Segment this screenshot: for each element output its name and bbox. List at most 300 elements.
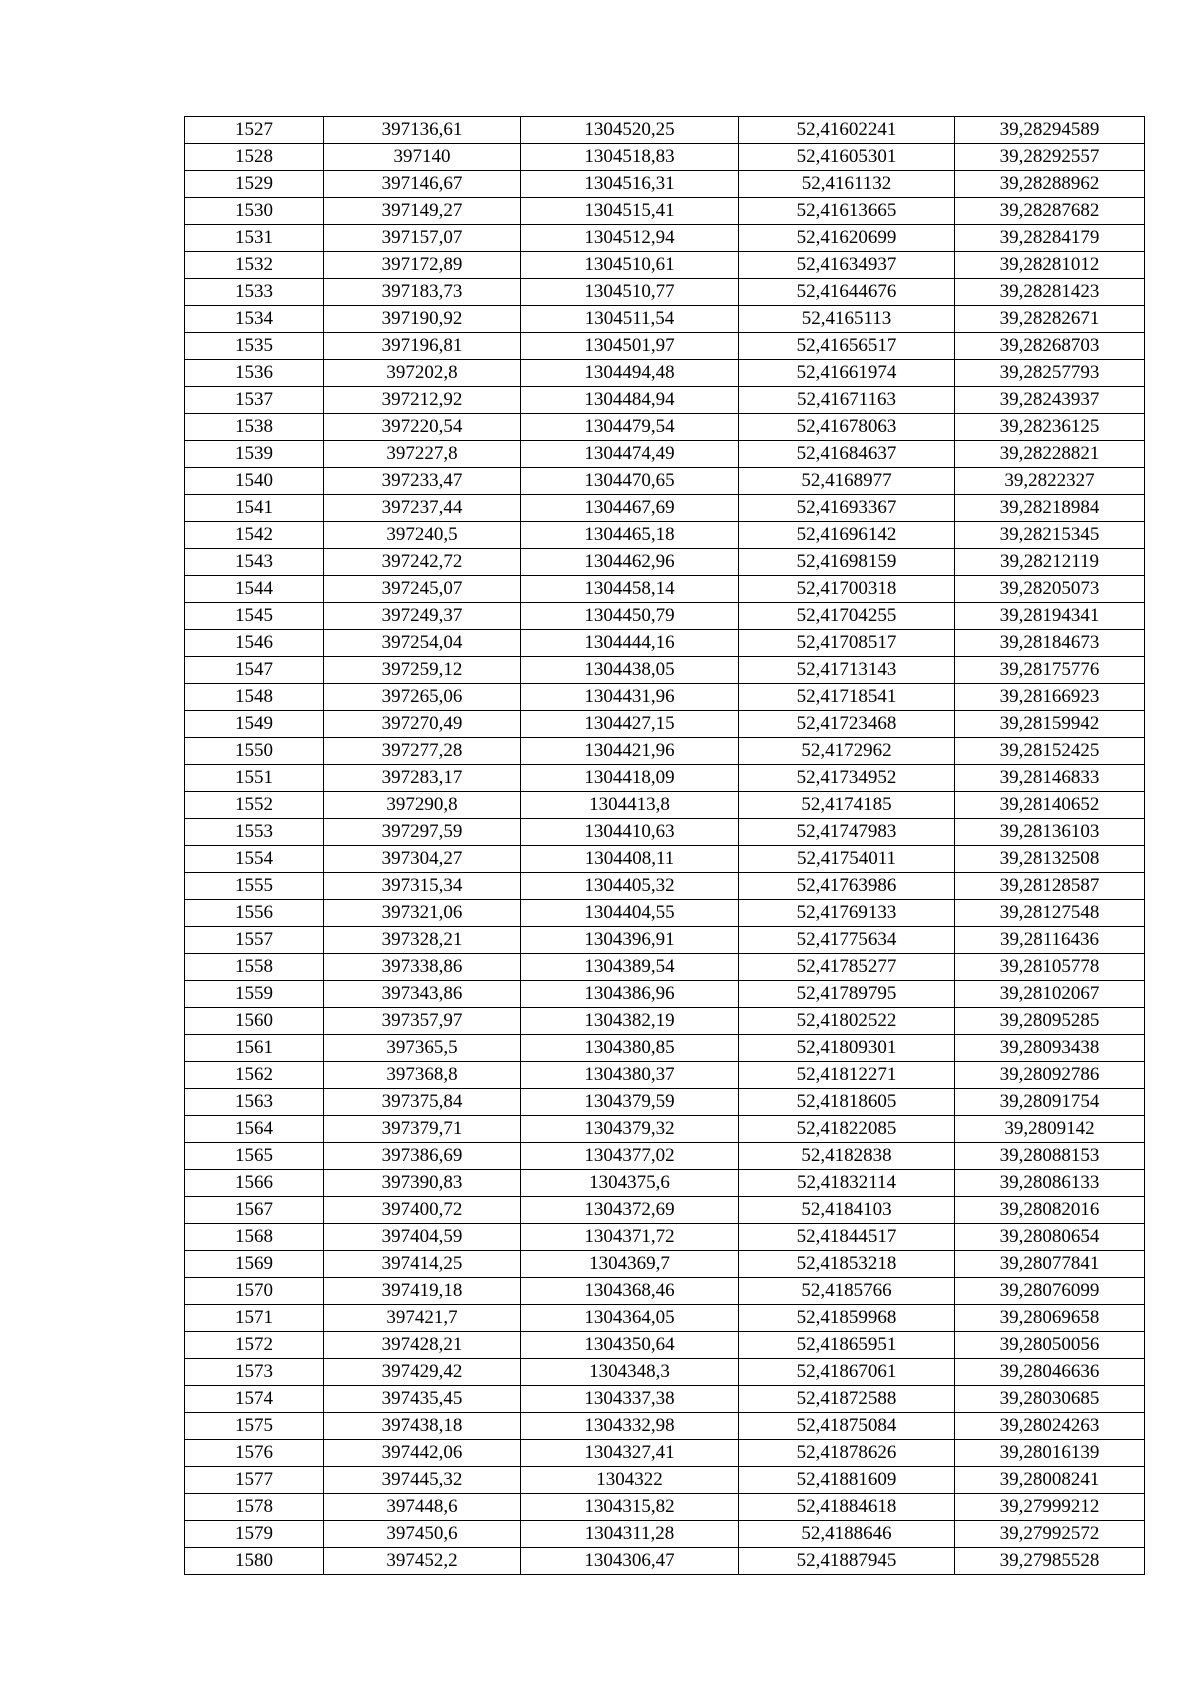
longitude-cell: 39,28132508 xyxy=(955,846,1145,873)
table-row xyxy=(185,1521,1145,1548)
longitude-cell: 39,28218984 xyxy=(955,495,1145,522)
latitude-cell: 52,41867061 xyxy=(739,1359,955,1386)
x-coordinate-cell: 397196,81 xyxy=(324,333,521,360)
point-number-cell: 1535 xyxy=(185,333,324,360)
table-row xyxy=(185,1224,1145,1251)
x-coordinate-cell: 397379,71 xyxy=(324,1116,521,1143)
table-row xyxy=(185,387,1145,414)
longitude-cell: 39,28077841 xyxy=(955,1251,1145,1278)
longitude-cell: 39,28116436 xyxy=(955,927,1145,954)
point-number-cell: 1568 xyxy=(185,1224,324,1251)
y-coordinate-cell: 1304438,05 xyxy=(521,657,739,684)
table-row xyxy=(185,360,1145,387)
table-row xyxy=(185,333,1145,360)
x-coordinate-cell: 397283,17 xyxy=(324,765,521,792)
y-coordinate-cell: 1304380,37 xyxy=(521,1062,739,1089)
latitude-cell: 52,41696142 xyxy=(739,522,955,549)
point-number-cell: 1556 xyxy=(185,900,324,927)
x-coordinate-cell: 397140 xyxy=(324,144,521,171)
table-row xyxy=(185,657,1145,684)
table-row xyxy=(185,495,1145,522)
table-row xyxy=(185,522,1145,549)
point-number-cell: 1527 xyxy=(185,117,324,144)
x-coordinate-cell: 397270,49 xyxy=(324,711,521,738)
longitude-cell: 39,28128587 xyxy=(955,873,1145,900)
point-number-cell: 1552 xyxy=(185,792,324,819)
latitude-cell: 52,41734952 xyxy=(739,765,955,792)
point-number-cell: 1564 xyxy=(185,1116,324,1143)
table-row xyxy=(185,954,1145,981)
x-coordinate-cell: 397242,72 xyxy=(324,549,521,576)
point-number-cell: 1569 xyxy=(185,1251,324,1278)
longitude-cell: 39,28228821 xyxy=(955,441,1145,468)
x-coordinate-cell: 397157,07 xyxy=(324,225,521,252)
latitude-cell: 52,41802522 xyxy=(739,1008,955,1035)
table-row xyxy=(185,1143,1145,1170)
longitude-cell: 39,28008241 xyxy=(955,1467,1145,1494)
point-number-cell: 1565 xyxy=(185,1143,324,1170)
point-number-cell: 1559 xyxy=(185,981,324,1008)
point-number-cell: 1531 xyxy=(185,225,324,252)
x-coordinate-cell: 397328,21 xyxy=(324,927,521,954)
table-row xyxy=(185,684,1145,711)
y-coordinate-cell: 1304337,38 xyxy=(521,1386,739,1413)
longitude-cell: 39,28184673 xyxy=(955,630,1145,657)
latitude-cell: 52,4165113 xyxy=(739,306,955,333)
longitude-cell: 39,27999212 xyxy=(955,1494,1145,1521)
latitude-cell: 52,41698159 xyxy=(739,549,955,576)
point-number-cell: 1571 xyxy=(185,1305,324,1332)
latitude-cell: 52,41853218 xyxy=(739,1251,955,1278)
longitude-cell: 39,27992572 xyxy=(955,1521,1145,1548)
point-number-cell: 1575 xyxy=(185,1413,324,1440)
x-coordinate-cell: 397438,18 xyxy=(324,1413,521,1440)
x-coordinate-cell: 397386,69 xyxy=(324,1143,521,1170)
point-number-cell: 1545 xyxy=(185,603,324,630)
table-row xyxy=(185,1251,1145,1278)
point-number-cell: 1570 xyxy=(185,1278,324,1305)
point-number-cell: 1555 xyxy=(185,873,324,900)
table-row xyxy=(185,1278,1145,1305)
y-coordinate-cell: 1304315,82 xyxy=(521,1494,739,1521)
point-number-cell: 1567 xyxy=(185,1197,324,1224)
longitude-cell: 39,28093438 xyxy=(955,1035,1145,1062)
x-coordinate-cell: 397265,06 xyxy=(324,684,521,711)
latitude-cell: 52,41775634 xyxy=(739,927,955,954)
x-coordinate-cell: 397421,7 xyxy=(324,1305,521,1332)
latitude-cell: 52,4172962 xyxy=(739,738,955,765)
point-number-cell: 1558 xyxy=(185,954,324,981)
point-number-cell: 1541 xyxy=(185,495,324,522)
y-coordinate-cell: 1304470,65 xyxy=(521,468,739,495)
y-coordinate-cell: 1304450,79 xyxy=(521,603,739,630)
y-coordinate-cell: 1304379,59 xyxy=(521,1089,739,1116)
longitude-cell: 39,28215345 xyxy=(955,522,1145,549)
longitude-cell: 39,28152425 xyxy=(955,738,1145,765)
table-row xyxy=(185,1494,1145,1521)
longitude-cell: 39,28030685 xyxy=(955,1386,1145,1413)
latitude-cell: 52,41700318 xyxy=(739,576,955,603)
x-coordinate-cell: 397419,18 xyxy=(324,1278,521,1305)
table-row xyxy=(185,792,1145,819)
longitude-cell: 39,28287682 xyxy=(955,198,1145,225)
latitude-cell: 52,41678063 xyxy=(739,414,955,441)
table-row xyxy=(185,414,1145,441)
y-coordinate-cell: 1304484,94 xyxy=(521,387,739,414)
table-row xyxy=(185,981,1145,1008)
y-coordinate-cell: 1304427,15 xyxy=(521,711,739,738)
table-row xyxy=(185,279,1145,306)
latitude-cell: 52,41818605 xyxy=(739,1089,955,1116)
table-row xyxy=(185,711,1145,738)
longitude-cell: 39,28212119 xyxy=(955,549,1145,576)
y-coordinate-cell: 1304518,83 xyxy=(521,144,739,171)
x-coordinate-cell: 397227,8 xyxy=(324,441,521,468)
latitude-cell: 52,41872588 xyxy=(739,1386,955,1413)
longitude-cell: 39,28175776 xyxy=(955,657,1145,684)
x-coordinate-cell: 397390,83 xyxy=(324,1170,521,1197)
latitude-cell: 52,41708517 xyxy=(739,630,955,657)
latitude-cell: 52,41884618 xyxy=(739,1494,955,1521)
x-coordinate-cell: 397404,59 xyxy=(324,1224,521,1251)
longitude-cell: 39,28281423 xyxy=(955,279,1145,306)
latitude-cell: 52,41789795 xyxy=(739,981,955,1008)
longitude-cell: 39,28102067 xyxy=(955,981,1145,1008)
x-coordinate-cell: 397254,04 xyxy=(324,630,521,657)
latitude-cell: 52,41671163 xyxy=(739,387,955,414)
point-number-cell: 1530 xyxy=(185,198,324,225)
x-coordinate-cell: 397304,27 xyxy=(324,846,521,873)
longitude-cell: 39,28127548 xyxy=(955,900,1145,927)
longitude-cell: 39,28050056 xyxy=(955,1332,1145,1359)
y-coordinate-cell: 1304421,96 xyxy=(521,738,739,765)
longitude-cell: 39,28080654 xyxy=(955,1224,1145,1251)
longitude-cell: 39,28091754 xyxy=(955,1089,1145,1116)
longitude-cell: 39,28095285 xyxy=(955,1008,1145,1035)
y-coordinate-cell: 1304410,63 xyxy=(521,819,739,846)
table-row xyxy=(185,1332,1145,1359)
x-coordinate-cell: 397368,8 xyxy=(324,1062,521,1089)
x-coordinate-cell: 397202,8 xyxy=(324,360,521,387)
point-number-cell: 1566 xyxy=(185,1170,324,1197)
latitude-cell: 52,4174185 xyxy=(739,792,955,819)
point-number-cell: 1551 xyxy=(185,765,324,792)
latitude-cell: 52,41809301 xyxy=(739,1035,955,1062)
latitude-cell: 52,41822085 xyxy=(739,1116,955,1143)
x-coordinate-cell: 397442,06 xyxy=(324,1440,521,1467)
y-coordinate-cell: 1304386,96 xyxy=(521,981,739,1008)
point-number-cell: 1561 xyxy=(185,1035,324,1062)
point-number-cell: 1560 xyxy=(185,1008,324,1035)
y-coordinate-cell: 1304474,49 xyxy=(521,441,739,468)
table-row xyxy=(185,1305,1145,1332)
longitude-cell: 39,28016139 xyxy=(955,1440,1145,1467)
x-coordinate-cell: 397249,37 xyxy=(324,603,521,630)
latitude-cell: 52,41613665 xyxy=(739,198,955,225)
table-row xyxy=(185,549,1145,576)
x-coordinate-cell: 397428,21 xyxy=(324,1332,521,1359)
y-coordinate-cell: 1304350,64 xyxy=(521,1332,739,1359)
point-number-cell: 1546 xyxy=(185,630,324,657)
y-coordinate-cell: 1304408,11 xyxy=(521,846,739,873)
table-row xyxy=(185,1413,1145,1440)
table-row xyxy=(185,873,1145,900)
point-number-cell: 1578 xyxy=(185,1494,324,1521)
y-coordinate-cell: 1304364,05 xyxy=(521,1305,739,1332)
latitude-cell: 52,41713143 xyxy=(739,657,955,684)
latitude-cell: 52,41723468 xyxy=(739,711,955,738)
point-number-cell: 1538 xyxy=(185,414,324,441)
y-coordinate-cell: 1304382,19 xyxy=(521,1008,739,1035)
coordinates-table-body xyxy=(185,117,1145,1575)
table-row xyxy=(185,1548,1145,1575)
longitude-cell: 39,28076099 xyxy=(955,1278,1145,1305)
y-coordinate-cell: 1304405,32 xyxy=(521,873,739,900)
latitude-cell: 52,41602241 xyxy=(739,117,955,144)
x-coordinate-cell: 397149,27 xyxy=(324,198,521,225)
latitude-cell: 52,41693367 xyxy=(739,495,955,522)
table-row xyxy=(185,1170,1145,1197)
y-coordinate-cell: 1304327,41 xyxy=(521,1440,739,1467)
x-coordinate-cell: 397435,45 xyxy=(324,1386,521,1413)
latitude-cell: 52,4168977 xyxy=(739,468,955,495)
point-number-cell: 1572 xyxy=(185,1332,324,1359)
x-coordinate-cell: 397338,86 xyxy=(324,954,521,981)
x-coordinate-cell: 397212,92 xyxy=(324,387,521,414)
y-coordinate-cell: 1304322 xyxy=(521,1467,739,1494)
y-coordinate-cell: 1304377,02 xyxy=(521,1143,739,1170)
x-coordinate-cell: 397429,42 xyxy=(324,1359,521,1386)
point-number-cell: 1537 xyxy=(185,387,324,414)
y-coordinate-cell: 1304458,14 xyxy=(521,576,739,603)
latitude-cell: 52,41881609 xyxy=(739,1467,955,1494)
y-coordinate-cell: 1304494,48 xyxy=(521,360,739,387)
latitude-cell: 52,41859968 xyxy=(739,1305,955,1332)
table-row xyxy=(185,927,1145,954)
y-coordinate-cell: 1304418,09 xyxy=(521,765,739,792)
point-number-cell: 1562 xyxy=(185,1062,324,1089)
longitude-cell: 39,28281012 xyxy=(955,252,1145,279)
table-row xyxy=(185,1197,1145,1224)
longitude-cell: 39,28205073 xyxy=(955,576,1145,603)
point-number-cell: 1528 xyxy=(185,144,324,171)
y-coordinate-cell: 1304380,85 xyxy=(521,1035,739,1062)
y-coordinate-cell: 1304511,54 xyxy=(521,306,739,333)
table-row xyxy=(185,630,1145,657)
longitude-cell: 39,28194341 xyxy=(955,603,1145,630)
point-number-cell: 1549 xyxy=(185,711,324,738)
point-number-cell: 1573 xyxy=(185,1359,324,1386)
x-coordinate-cell: 397375,84 xyxy=(324,1089,521,1116)
table-row xyxy=(185,900,1145,927)
latitude-cell: 52,4161132 xyxy=(739,171,955,198)
longitude-cell: 39,28284179 xyxy=(955,225,1145,252)
latitude-cell: 52,41878626 xyxy=(739,1440,955,1467)
longitude-cell: 39,28292557 xyxy=(955,144,1145,171)
table-row xyxy=(185,117,1145,144)
longitude-cell: 39,28236125 xyxy=(955,414,1145,441)
latitude-cell: 52,41763986 xyxy=(739,873,955,900)
y-coordinate-cell: 1304396,91 xyxy=(521,927,739,954)
point-number-cell: 1534 xyxy=(185,306,324,333)
latitude-cell: 52,41887945 xyxy=(739,1548,955,1575)
x-coordinate-cell: 397277,28 xyxy=(324,738,521,765)
y-coordinate-cell: 1304404,55 xyxy=(521,900,739,927)
table-row xyxy=(185,1359,1145,1386)
point-number-cell: 1533 xyxy=(185,279,324,306)
point-number-cell: 1553 xyxy=(185,819,324,846)
table-row xyxy=(185,1440,1145,1467)
x-coordinate-cell: 397343,86 xyxy=(324,981,521,1008)
longitude-cell: 39,28146833 xyxy=(955,765,1145,792)
point-number-cell: 1542 xyxy=(185,522,324,549)
x-coordinate-cell: 397445,32 xyxy=(324,1467,521,1494)
x-coordinate-cell: 397136,61 xyxy=(324,117,521,144)
y-coordinate-cell: 1304501,97 xyxy=(521,333,739,360)
longitude-cell: 39,28140652 xyxy=(955,792,1145,819)
point-number-cell: 1532 xyxy=(185,252,324,279)
longitude-cell: 39,2809142 xyxy=(955,1116,1145,1143)
point-number-cell: 1577 xyxy=(185,1467,324,1494)
table-row xyxy=(185,846,1145,873)
latitude-cell: 52,41620699 xyxy=(739,225,955,252)
table-row xyxy=(185,765,1145,792)
table-row xyxy=(185,603,1145,630)
point-number-cell: 1557 xyxy=(185,927,324,954)
y-coordinate-cell: 1304515,41 xyxy=(521,198,739,225)
longitude-cell: 39,2822327 xyxy=(955,468,1145,495)
table-row xyxy=(185,576,1145,603)
table-row xyxy=(185,306,1145,333)
longitude-cell: 39,28268703 xyxy=(955,333,1145,360)
latitude-cell: 52,41865951 xyxy=(739,1332,955,1359)
table-row xyxy=(185,1116,1145,1143)
table-row xyxy=(185,171,1145,198)
x-coordinate-cell: 397315,34 xyxy=(324,873,521,900)
x-coordinate-cell: 397450,6 xyxy=(324,1521,521,1548)
longitude-cell: 39,28092786 xyxy=(955,1062,1145,1089)
y-coordinate-cell: 1304467,69 xyxy=(521,495,739,522)
y-coordinate-cell: 1304520,25 xyxy=(521,117,739,144)
table-row xyxy=(185,144,1145,171)
x-coordinate-cell: 397259,12 xyxy=(324,657,521,684)
y-coordinate-cell: 1304510,61 xyxy=(521,252,739,279)
point-number-cell: 1544 xyxy=(185,576,324,603)
point-number-cell: 1554 xyxy=(185,846,324,873)
longitude-cell: 39,28105778 xyxy=(955,954,1145,981)
table-row xyxy=(185,252,1145,279)
latitude-cell: 52,4188646 xyxy=(739,1521,955,1548)
y-coordinate-cell: 1304465,18 xyxy=(521,522,739,549)
table-row xyxy=(185,738,1145,765)
y-coordinate-cell: 1304379,32 xyxy=(521,1116,739,1143)
x-coordinate-cell: 397146,67 xyxy=(324,171,521,198)
table-row xyxy=(185,1089,1145,1116)
longitude-cell: 39,28159942 xyxy=(955,711,1145,738)
point-number-cell: 1548 xyxy=(185,684,324,711)
y-coordinate-cell: 1304389,54 xyxy=(521,954,739,981)
latitude-cell: 52,41769133 xyxy=(739,900,955,927)
point-number-cell: 1580 xyxy=(185,1548,324,1575)
longitude-cell: 39,28069658 xyxy=(955,1305,1145,1332)
y-coordinate-cell: 1304371,72 xyxy=(521,1224,739,1251)
longitude-cell: 39,28082016 xyxy=(955,1197,1145,1224)
x-coordinate-cell: 397400,72 xyxy=(324,1197,521,1224)
latitude-cell: 52,41812271 xyxy=(739,1062,955,1089)
y-coordinate-cell: 1304444,16 xyxy=(521,630,739,657)
point-number-cell: 1540 xyxy=(185,468,324,495)
table-row xyxy=(185,225,1145,252)
latitude-cell: 52,41785277 xyxy=(739,954,955,981)
table-row xyxy=(185,1062,1145,1089)
y-coordinate-cell: 1304431,96 xyxy=(521,684,739,711)
point-number-cell: 1539 xyxy=(185,441,324,468)
latitude-cell: 52,41875084 xyxy=(739,1413,955,1440)
x-coordinate-cell: 397237,44 xyxy=(324,495,521,522)
longitude-cell: 39,28243937 xyxy=(955,387,1145,414)
longitude-cell: 39,27985528 xyxy=(955,1548,1145,1575)
x-coordinate-cell: 397321,06 xyxy=(324,900,521,927)
longitude-cell: 39,28086133 xyxy=(955,1170,1145,1197)
table-row xyxy=(185,819,1145,846)
y-coordinate-cell: 1304348,3 xyxy=(521,1359,739,1386)
x-coordinate-cell: 397245,07 xyxy=(324,576,521,603)
longitude-cell: 39,28088153 xyxy=(955,1143,1145,1170)
point-number-cell: 1576 xyxy=(185,1440,324,1467)
point-number-cell: 1547 xyxy=(185,657,324,684)
table-row xyxy=(185,1008,1145,1035)
latitude-cell: 52,4185766 xyxy=(739,1278,955,1305)
x-coordinate-cell: 397297,59 xyxy=(324,819,521,846)
latitude-cell: 52,41844517 xyxy=(739,1224,955,1251)
y-coordinate-cell: 1304368,46 xyxy=(521,1278,739,1305)
y-coordinate-cell: 1304516,31 xyxy=(521,171,739,198)
table-row xyxy=(185,441,1145,468)
longitude-cell: 39,28024263 xyxy=(955,1413,1145,1440)
point-number-cell: 1563 xyxy=(185,1089,324,1116)
x-coordinate-cell: 397220,54 xyxy=(324,414,521,441)
y-coordinate-cell: 1304332,98 xyxy=(521,1413,739,1440)
y-coordinate-cell: 1304372,69 xyxy=(521,1197,739,1224)
latitude-cell: 52,41747983 xyxy=(739,819,955,846)
point-number-cell: 1543 xyxy=(185,549,324,576)
x-coordinate-cell: 397414,25 xyxy=(324,1251,521,1278)
y-coordinate-cell: 1304375,6 xyxy=(521,1170,739,1197)
x-coordinate-cell: 397448,6 xyxy=(324,1494,521,1521)
y-coordinate-cell: 1304462,96 xyxy=(521,549,739,576)
latitude-cell: 52,4184103 xyxy=(739,1197,955,1224)
longitude-cell: 39,28257793 xyxy=(955,360,1145,387)
table-row xyxy=(185,1035,1145,1062)
point-number-cell: 1550 xyxy=(185,738,324,765)
x-coordinate-cell: 397290,8 xyxy=(324,792,521,819)
latitude-cell: 52,41718541 xyxy=(739,684,955,711)
point-number-cell: 1579 xyxy=(185,1521,324,1548)
longitude-cell: 39,28288962 xyxy=(955,171,1145,198)
table-row xyxy=(185,1386,1145,1413)
latitude-cell: 52,41605301 xyxy=(739,144,955,171)
x-coordinate-cell: 397452,2 xyxy=(324,1548,521,1575)
y-coordinate-cell: 1304512,94 xyxy=(521,225,739,252)
latitude-cell: 52,4182838 xyxy=(739,1143,955,1170)
latitude-cell: 52,41754011 xyxy=(739,846,955,873)
x-coordinate-cell: 397365,5 xyxy=(324,1035,521,1062)
latitude-cell: 52,41832114 xyxy=(739,1170,955,1197)
x-coordinate-cell: 397183,73 xyxy=(324,279,521,306)
y-coordinate-cell: 1304413,8 xyxy=(521,792,739,819)
x-coordinate-cell: 397357,97 xyxy=(324,1008,521,1035)
latitude-cell: 52,41684637 xyxy=(739,441,955,468)
